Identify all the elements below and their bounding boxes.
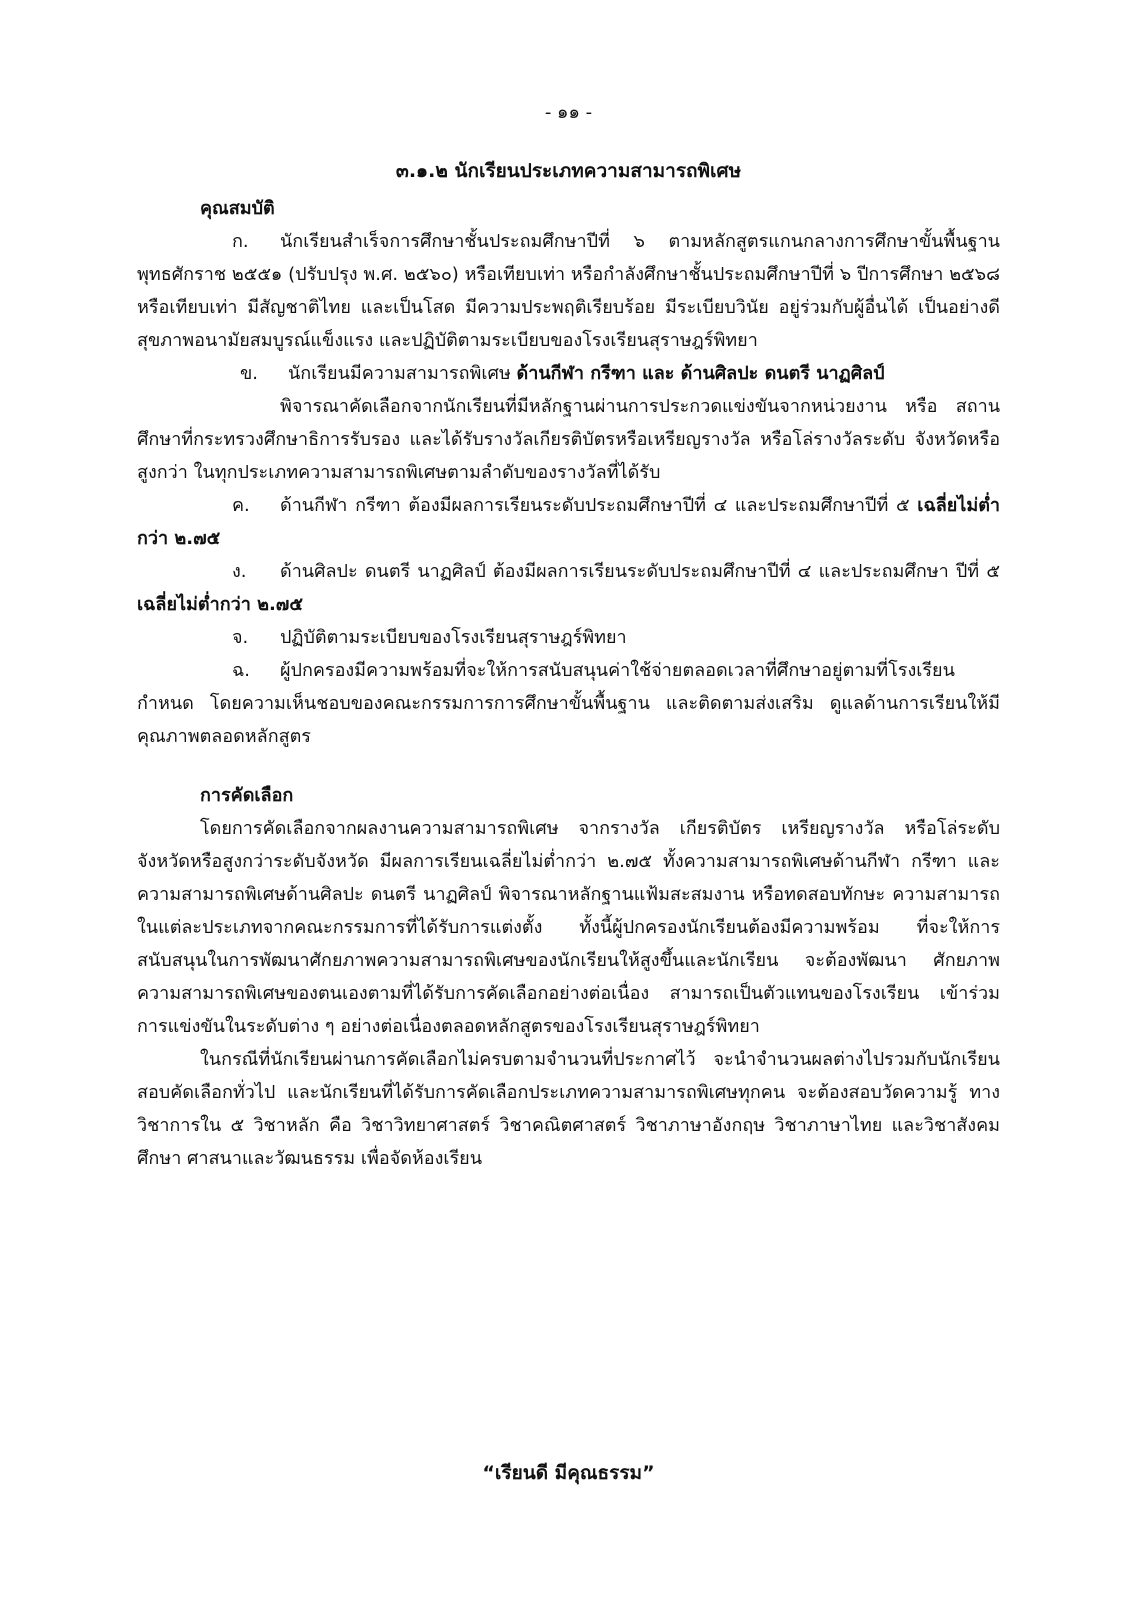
paragraph [137, 812, 1000, 1043]
bold-text: ด้านกีฬา กรีฑา และ ด้านศิลปะ ดนตรี นาฏศิลป์ [516, 363, 885, 384]
paragraph [137, 489, 1000, 555]
text-segment: กำหนด โดยความเห็นชอบของคณะกรรมการการศึกษาขั้นพื้นฐาน และติดตามส่งเสริม ดูแลด้านการเรียนให้มี [137, 693, 1000, 714]
text-segment: ด้านศิลปะ ดนตรี นาฏศิลป์ ต้องมีผลการเรียนระดับประถมศึกษาปีที่ ๔ และประถมศึกษา [280, 561, 949, 582]
bold-text: เฉลี่ยไม่ต่ำกว่า ๒.๗๕ [137, 495, 1001, 549]
text-segment: พิจารณาคัดเลือกจากนักเรียนที่มีหลักฐานผ่านการประกวดแข่งขันจากหน่วยงาน หรือ [280, 396, 938, 417]
item-marker: ค. [232, 495, 250, 516]
text-segment: ความสามารถในแต่ละประเภทจากคณะกรรมการที่ได้รับการแต่งตั้ง ทั้งนี้ผู้ปกครองนักเรียนต้องมีความพร้อม [137, 884, 1000, 938]
qualifications-heading: คุณสมบัติ [200, 198, 275, 219]
text-line [232, 660, 955, 681]
text-line [232, 231, 1000, 252]
footer-motto: “เรียนดี มีคุณธรรม” [482, 1462, 655, 1484]
paragraph [137, 357, 1000, 390]
text-line [280, 396, 937, 417]
section-gap [137, 753, 1000, 779]
text-line [137, 693, 1000, 714]
paragraph [137, 390, 1000, 489]
paragraph [137, 654, 1000, 753]
text-segment: ศึกษา ศาสนาและวัฒนธรรม เพื่อจัดห้องเรียน [137, 1148, 483, 1169]
paragraph [137, 621, 1000, 654]
section-title: ๓.๑.๒ นักเรียนประเภทความสามารถพิเศษ [395, 160, 742, 182]
text-segment: คุณภาพตลอดหลักสูตร [137, 726, 311, 747]
text-segment: ผู้ปกครองมีความพร้อมที่จะให้การสนับสนุนค่าใช้จ่ายตลอดเวลาที่ศึกษาอยู่ตามที่โรงเรียน [280, 660, 955, 681]
item-marker: ก. [232, 231, 249, 252]
text-segment: ที่จะให้การสนับสนุนในการพัฒนาศักยภาพความสามารถพิเศษของนักเรียนให้สูงขึ้นและนักเรียน จะต้องพัฒนา [137, 917, 1000, 971]
item-marker: ฉ. [232, 660, 250, 681]
text-segment: ศักยภาพความสามารถพิเศษของตนเองตามที่ได้รับการคัดเลือกอย่างต่อเนื่อง สามารถเป็นตัวแทนของโรงเรียน [137, 950, 1000, 1004]
text-segment: โดยการคัดเลือกจากผลงานความสามารถพิเศษ จากรางวัล เกียรติบัตร เหรียญรางวัล หรือโล่ระดับ [200, 818, 1000, 839]
text-segment: ด้านกีฬา กรีฑา ต้องมีผลการเรียนระดับประถมศึกษาปีที่ ๔ และประถมศึกษาปีที่ ๕ [280, 495, 910, 516]
text-segment: นักเรียนมีความสามารถพิเศษ [288, 363, 517, 384]
paragraph [137, 225, 1000, 357]
text-segment: จังหวัดหรือสูงกว่า ในทุกประเภทความสามารถพิเศษตามลำดับของรางวัลที่ได้รับ [137, 429, 1000, 483]
page-number: - ๑๑ - [544, 102, 593, 123]
text-line [200, 818, 1000, 839]
text-segment: สอบคัดเลือกทั่วไป และนักเรียนที่ได้รับการคัดเลือกประเภทความสามารถพิเศษทุกคน จะต้องสอบวัดความรู้ [137, 1082, 958, 1103]
text-line [232, 627, 627, 648]
text-line [232, 495, 910, 516]
text-segment: และความสามารถพิเศษด้านศิลปะ ดนตรี นาฏศิลป์ พิจารณาหลักฐานแฟ้มสะสมงาน หรือทดสอบทักษะ [137, 851, 1000, 905]
text-line [137, 726, 311, 747]
text-line [240, 363, 885, 384]
text-segment: พุทธศักราช ๒๕๕๑ (ปรับปรุง พ.ศ. ๒๕๖๐) หรือเทียบเท่า หรือกำลังศึกษาชั้นประถมศึกษาปีที่ ๖ ปีการศึกษา [137, 264, 944, 285]
text-line [232, 561, 949, 582]
text-segment: ๒๕๖๘ หรือเทียบเท่า มีสัญชาติไทย และเป็นโสด มีความประพฤติเรียบร้อย มีระเบียบวินัย อยู่ร่วมกับผู้อื่นได้ [137, 264, 1000, 318]
item-marker: ง. [232, 561, 247, 582]
text-segment: จังหวัดหรือสูงกว่าระดับจังหวัด มีผลการเรียนเฉลี่ยไม่ต่ำกว่า ๒.๗๕ ทั้งความสามารถพิเศษด้านกีฬา กรีฑา [137, 851, 957, 872]
selection-body [137, 812, 1000, 1175]
text-line [200, 1049, 1000, 1070]
text-segment: ปฏิบัติตามระเบียบของโรงเรียนสุราษฎร์พิทยา [280, 627, 627, 648]
qualifications-body [137, 225, 1000, 753]
item-marker: จ. [232, 627, 249, 648]
selection-heading: การคัดเลือก [200, 785, 294, 806]
text-segment: ทางวิชาการใน ๕ วิชาหลัก คือ วิชาวิทยาศาสตร์ วิชาคณิตศาสตร์ วิชาภาษาอังกฤษ วิชาภาษาไทย และวิชาสังคม [137, 1082, 1000, 1136]
item-marker: ข. [240, 363, 259, 384]
bold-text: เฉลี่ยไม่ต่ำกว่า ๒.๗๕ [137, 594, 303, 615]
text-segment: เป็นอย่างดี สุขภาพอนามัยสมบูรณ์แข็งแรง และปฏิบัติตามระเบียบของโรงเรียนสุราษฎร์พิทยา [137, 297, 1000, 351]
text-line [137, 1082, 957, 1103]
text-segment: นักเรียนสำเร็จการศึกษาชั้นประถมศึกษาปีที่ ๖ ตามหลักสูตรแกนกลางการศึกษาขั้นพื้นฐาน [280, 231, 1000, 252]
text-segment: ปีที่ ๕ [955, 561, 1000, 582]
text-segment: เข้าร่วมการแข่งขันในระดับต่าง ๆ อย่างต่อเนื่องตลอดหลักสูตรของโรงเรียนสุราษฎร์พิทยา [137, 983, 1000, 1037]
paragraph [137, 1043, 1000, 1175]
text-line [137, 264, 943, 285]
text-segment: สถานศึกษาที่กระทรวงศึกษาธิการรับรอง และได้รับรางวัลเกียรติบัตรหรือเหรียญรางวัล หรือโล่รางวัลระดับ [137, 396, 1000, 450]
text-line [137, 1148, 482, 1169]
paragraph [137, 555, 1000, 621]
text-line [137, 851, 957, 872]
text-segment: ในกรณีที่นักเรียนผ่านการคัดเลือกไม่ครบตามจำนวนที่ประกาศไว้ จะนำจำนวนผลต่างไปรวมกับนักเรียน [200, 1049, 1000, 1070]
